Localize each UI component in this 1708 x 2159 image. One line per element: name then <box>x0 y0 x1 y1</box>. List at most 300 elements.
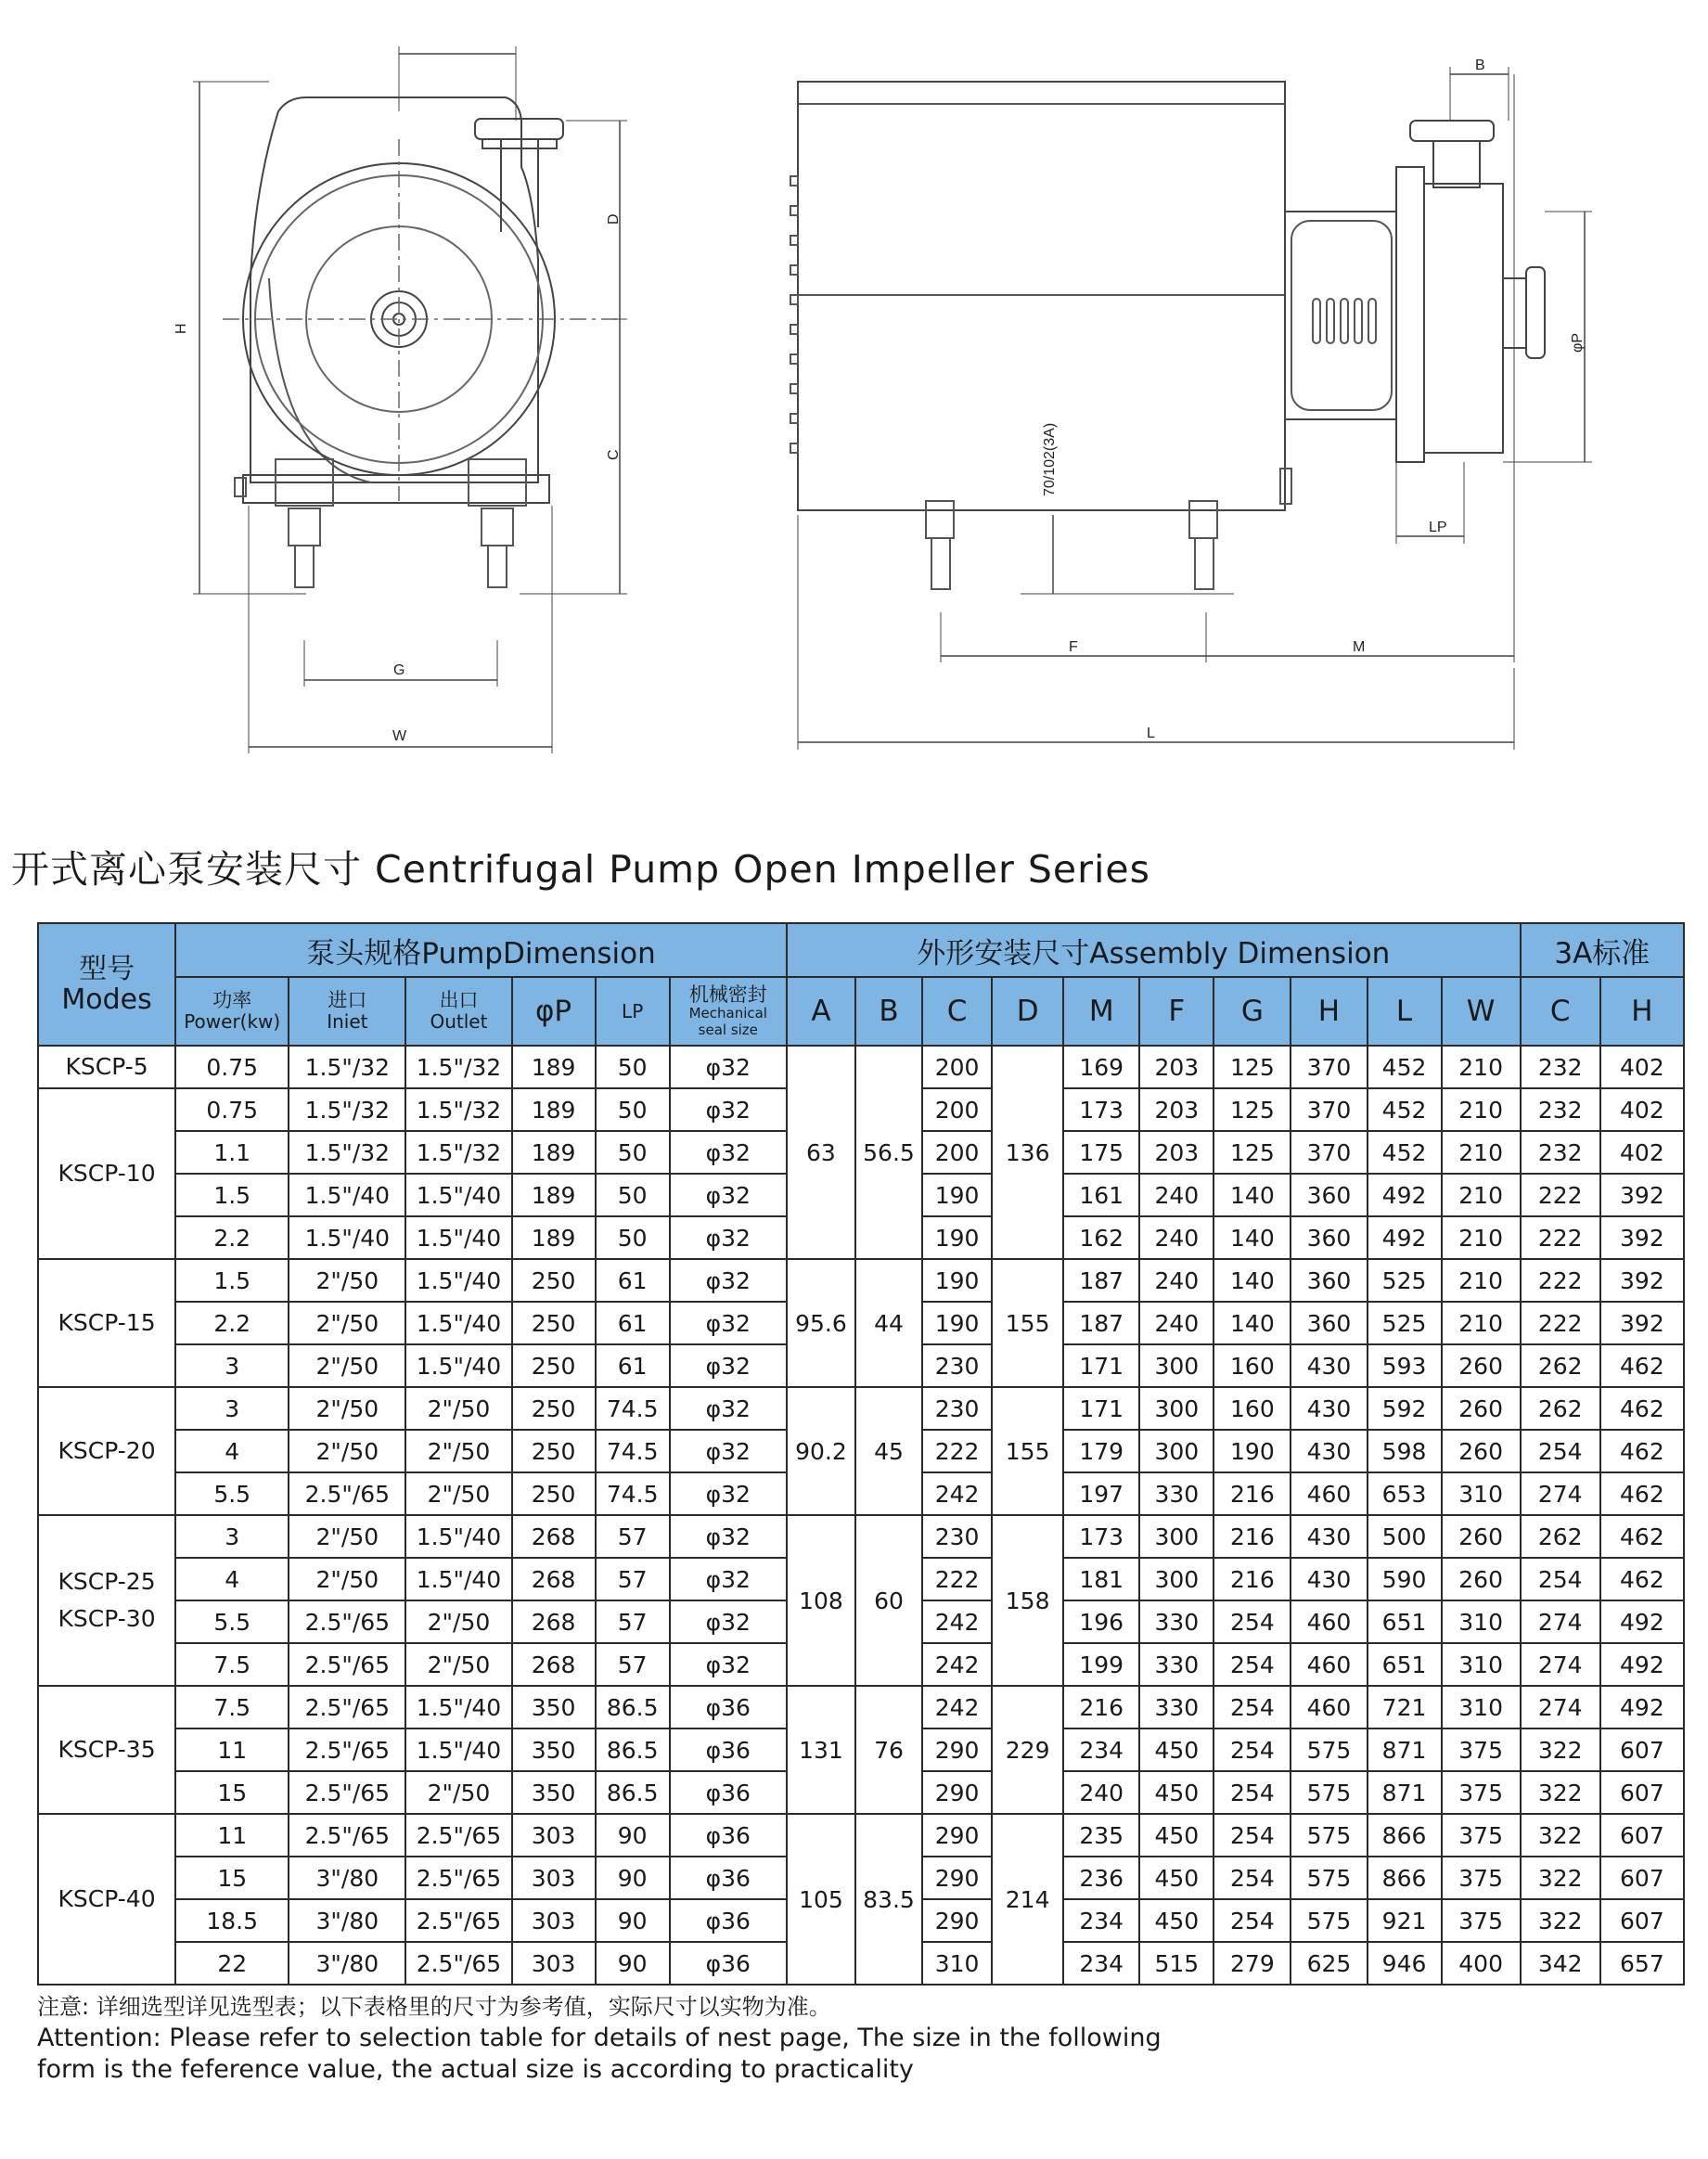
h-cell: 575 <box>1291 1814 1367 1857</box>
l-cell: 452 <box>1368 1046 1442 1088</box>
c3a-cell: 262 <box>1521 1515 1600 1558</box>
f-cell: 203 <box>1139 1088 1214 1131</box>
w-cell: 210 <box>1442 1259 1521 1302</box>
seal-cell: φ32 <box>670 1344 787 1387</box>
seal-cell: φ32 <box>670 1302 787 1344</box>
l-cell: 866 <box>1368 1857 1442 1899</box>
h3a-cell: 492 <box>1600 1686 1684 1728</box>
seal-cell: φ32 <box>670 1216 787 1259</box>
c-cell: 230 <box>922 1344 992 1387</box>
f-cell: 450 <box>1139 1728 1214 1771</box>
g-cell: 140 <box>1214 1302 1291 1344</box>
phip-cell: 268 <box>512 1643 596 1686</box>
inlet-cell: 2"/50 <box>289 1302 405 1344</box>
a-cell: 108 <box>787 1515 855 1686</box>
a-cell: 90.2 <box>787 1387 855 1515</box>
c3a-cell: 232 <box>1521 1046 1600 1088</box>
b-cell: 60 <box>855 1515 922 1686</box>
col-header-3a-h: H <box>1600 977 1684 1046</box>
g-cell: 140 <box>1214 1174 1291 1216</box>
lp-cell: 57 <box>596 1643 670 1686</box>
model-name: KSCP-35 <box>58 1736 156 1763</box>
table-body <box>38 1046 1684 1985</box>
m-cell: 236 <box>1063 1857 1139 1899</box>
w-cell: 375 <box>1442 1899 1521 1942</box>
lp-cell: 61 <box>596 1259 670 1302</box>
f-cell: 450 <box>1139 1771 1214 1814</box>
technical-drawings <box>0 0 1708 798</box>
c-cell: 242 <box>922 1643 992 1686</box>
col-header-a: A <box>787 977 855 1046</box>
phip-header: φP <box>512 977 596 1046</box>
inlet-cell: 1.5"/32 <box>289 1088 405 1131</box>
inlet-cell: 2"/50 <box>289 1387 405 1430</box>
inlet-header-en: Iniet <box>327 1010 368 1034</box>
inlet-cell: 2.5"/65 <box>289 1728 405 1771</box>
power-cell: 4 <box>175 1558 289 1600</box>
b-cell: 45 <box>855 1387 922 1515</box>
f-cell: 450 <box>1139 1899 1214 1942</box>
f-cell: 515 <box>1139 1942 1214 1985</box>
c-cell: 230 <box>922 1387 992 1430</box>
dim-label-w: W <box>392 728 407 744</box>
lp-cell: 90 <box>596 1814 670 1857</box>
w-cell: 400 <box>1442 1942 1521 1985</box>
note-en-line1: Attention: Please refer to selection table for details of nest page, The size in the following <box>37 2024 1162 2052</box>
l-cell: 593 <box>1368 1344 1442 1387</box>
lp-cell: 50 <box>596 1174 670 1216</box>
m-cell: 187 <box>1063 1259 1139 1302</box>
f-cell: 240 <box>1139 1216 1214 1259</box>
l-cell: 452 <box>1368 1088 1442 1131</box>
dim-label-g: G <box>393 662 405 678</box>
c3a-cell: 232 <box>1521 1088 1600 1131</box>
c-cell: 200 <box>922 1046 992 1088</box>
outlet-cell: 1.5"/40 <box>405 1216 511 1259</box>
phip-cell: 303 <box>512 1942 596 1985</box>
seal-cell: φ32 <box>670 1131 787 1174</box>
outlet-cell: 1.5"/40 <box>405 1174 511 1216</box>
seal-cell: φ32 <box>670 1600 787 1643</box>
w-cell: 310 <box>1442 1643 1521 1686</box>
seal-cell: φ32 <box>670 1088 787 1131</box>
f-cell: 330 <box>1139 1686 1214 1728</box>
g-cell: 125 <box>1214 1046 1291 1088</box>
g-cell: 190 <box>1214 1430 1291 1472</box>
c3a-cell: 254 <box>1521 1430 1600 1472</box>
d-cell: 136 <box>992 1046 1063 1259</box>
a-cell: 95.6 <box>787 1259 855 1387</box>
outlet-cell: 2.5"/65 <box>405 1857 511 1899</box>
c3a-cell: 222 <box>1521 1259 1600 1302</box>
h3a-cell: 462 <box>1600 1344 1684 1387</box>
h3a-cell: 607 <box>1600 1771 1684 1814</box>
model-cell <box>38 1387 175 1515</box>
h-cell: 430 <box>1291 1558 1367 1600</box>
w-cell: 210 <box>1442 1088 1521 1131</box>
d-cell: 155 <box>992 1387 1063 1515</box>
h-cell: 430 <box>1291 1430 1367 1472</box>
dim-label-phip: φP <box>1570 332 1586 353</box>
outlet-cell: 2"/50 <box>405 1600 511 1643</box>
h-cell: 460 <box>1291 1600 1367 1643</box>
outlet-header-en: Outlet <box>430 1010 488 1034</box>
notes <box>37 1991 1162 2086</box>
l-cell: 500 <box>1368 1515 1442 1558</box>
g-cell: 254 <box>1214 1899 1291 1942</box>
inlet-cell: 2.5"/65 <box>289 1600 405 1643</box>
col-header-w: W <box>1442 977 1521 1046</box>
c3a-cell: 222 <box>1521 1174 1600 1216</box>
phip-cell: 189 <box>512 1216 596 1259</box>
c-cell: 290 <box>922 1899 992 1942</box>
m-cell: 234 <box>1063 1942 1139 1985</box>
lp-cell: 57 <box>596 1558 670 1600</box>
power-cell: 15 <box>175 1771 289 1814</box>
h3a-cell: 462 <box>1600 1387 1684 1430</box>
lp-cell: 86.5 <box>596 1686 670 1728</box>
l-cell: 721 <box>1368 1686 1442 1728</box>
h3a-cell: 462 <box>1600 1558 1684 1600</box>
model-name: KSCP-20 <box>58 1437 156 1464</box>
m-cell: 181 <box>1063 1558 1139 1600</box>
h-cell: 575 <box>1291 1728 1367 1771</box>
m-cell: 161 <box>1063 1174 1139 1216</box>
g-cell: 140 <box>1214 1216 1291 1259</box>
w-cell: 210 <box>1442 1131 1521 1174</box>
c-cell: 230 <box>922 1515 992 1558</box>
g-cell: 216 <box>1214 1472 1291 1515</box>
lp-header: LP <box>596 977 670 1046</box>
c3a-cell: 342 <box>1521 1942 1600 1985</box>
assembly-dimension-header: 外形安装尺寸Assembly Dimension <box>787 923 1521 977</box>
inlet-cell: 2"/50 <box>289 1515 405 1558</box>
c3a-cell: 262 <box>1521 1344 1600 1387</box>
h3a-cell: 607 <box>1600 1814 1684 1857</box>
h-cell: 460 <box>1291 1643 1367 1686</box>
model-cell <box>38 1686 175 1814</box>
l-cell: 921 <box>1368 1899 1442 1942</box>
c-cell: 242 <box>922 1600 992 1643</box>
h3a-cell: 462 <box>1600 1515 1684 1558</box>
w-cell: 260 <box>1442 1515 1521 1558</box>
table-row <box>38 1814 1684 1857</box>
m-cell: 197 <box>1063 1472 1139 1515</box>
inlet-cell: 2.5"/65 <box>289 1643 405 1686</box>
c3a-cell: 262 <box>1521 1387 1600 1430</box>
w-cell: 310 <box>1442 1686 1521 1728</box>
model-cell <box>38 1046 175 1088</box>
c-cell: 200 <box>922 1088 992 1131</box>
f-cell: 240 <box>1139 1302 1214 1344</box>
h-cell: 625 <box>1291 1942 1367 1985</box>
h3a-cell: 402 <box>1600 1131 1684 1174</box>
outlet-cell: 1.5"/40 <box>405 1515 511 1558</box>
b-cell: 76 <box>855 1686 922 1814</box>
f-cell: 450 <box>1139 1814 1214 1857</box>
w-cell: 375 <box>1442 1771 1521 1814</box>
seal-header <box>670 977 787 1046</box>
h3a-cell: 402 <box>1600 1046 1684 1088</box>
c3a-cell: 222 <box>1521 1216 1600 1259</box>
seal-cell: φ36 <box>670 1814 787 1857</box>
model-name: KSCP-25 <box>58 1568 156 1595</box>
g-cell: 216 <box>1214 1558 1291 1600</box>
d-cell: 229 <box>992 1686 1063 1814</box>
outlet-cell: 1.5"/32 <box>405 1088 511 1131</box>
outlet-cell: 1.5"/40 <box>405 1302 511 1344</box>
inlet-cell: 2"/50 <box>289 1558 405 1600</box>
c-cell: 190 <box>922 1174 992 1216</box>
phip-cell: 303 <box>512 1899 596 1942</box>
h3a-cell: 657 <box>1600 1942 1684 1985</box>
col-header-m: M <box>1063 977 1139 1046</box>
col-header-d: D <box>992 977 1063 1046</box>
seal-cell: φ36 <box>670 1857 787 1899</box>
c3a-cell: 274 <box>1521 1686 1600 1728</box>
seal-cell: φ36 <box>670 1899 787 1942</box>
lp-cell: 90 <box>596 1857 670 1899</box>
m-cell: 175 <box>1063 1131 1139 1174</box>
l-cell: 653 <box>1368 1472 1442 1515</box>
dim-label-base-height: 70/102(3A) <box>1042 422 1058 496</box>
m-cell: 171 <box>1063 1344 1139 1387</box>
m-cell: 240 <box>1063 1771 1139 1814</box>
c-cell: 290 <box>922 1814 992 1857</box>
g-cell: 254 <box>1214 1771 1291 1814</box>
c3a-cell: 322 <box>1521 1857 1600 1899</box>
power-header <box>175 977 289 1046</box>
f-cell: 330 <box>1139 1600 1214 1643</box>
outlet-cell: 2.5"/65 <box>405 1814 511 1857</box>
h3a-cell: 392 <box>1600 1302 1684 1344</box>
c-cell: 242 <box>922 1686 992 1728</box>
w-cell: 310 <box>1442 1600 1521 1643</box>
m-cell: 234 <box>1063 1899 1139 1942</box>
h-cell: 370 <box>1291 1046 1367 1088</box>
power-cell: 1.5 <box>175 1174 289 1216</box>
c-cell: 242 <box>922 1472 992 1515</box>
table-row <box>38 1515 1684 1558</box>
l-cell: 866 <box>1368 1814 1442 1857</box>
lp-cell: 86.5 <box>596 1728 670 1771</box>
outlet-cell: 2"/50 <box>405 1430 511 1472</box>
inlet-cell: 2.5"/65 <box>289 1472 405 1515</box>
model-name: KSCP-5 <box>65 1053 148 1080</box>
power-cell: 3 <box>175 1515 289 1558</box>
outlet-header <box>405 977 511 1046</box>
l-cell: 452 <box>1368 1131 1442 1174</box>
phip-cell: 250 <box>512 1344 596 1387</box>
w-cell: 260 <box>1442 1430 1521 1472</box>
a-cell: 131 <box>787 1686 855 1814</box>
model-cell <box>38 1259 175 1387</box>
c-cell: 290 <box>922 1771 992 1814</box>
col-header-f: F <box>1139 977 1214 1046</box>
power-cell: 11 <box>175 1814 289 1857</box>
seal-header-en1: Mechanical <box>688 1005 767 1022</box>
w-cell: 260 <box>1442 1387 1521 1430</box>
seal-cell: φ32 <box>670 1643 787 1686</box>
phip-cell: 250 <box>512 1430 596 1472</box>
c3a-cell: 232 <box>1521 1131 1600 1174</box>
power-header-en: Power(kw) <box>184 1010 281 1034</box>
power-cell: 0.75 <box>175 1088 289 1131</box>
power-header-zh: 功率 <box>212 988 252 1011</box>
outlet-cell: 2.5"/65 <box>405 1942 511 1985</box>
inlet-header <box>289 977 405 1046</box>
col-header-b: B <box>855 977 922 1046</box>
inlet-cell: 2"/50 <box>289 1259 405 1302</box>
h-cell: 575 <box>1291 1771 1367 1814</box>
outlet-cell: 2"/50 <box>405 1771 511 1814</box>
model-name: KSCP-40 <box>58 1885 156 1912</box>
outlet-header-zh: 出口 <box>439 988 479 1011</box>
lp-cell: 50 <box>596 1216 670 1259</box>
m-cell: 199 <box>1063 1643 1139 1686</box>
lp-cell: 57 <box>596 1515 670 1558</box>
h3a-cell: 607 <box>1600 1899 1684 1942</box>
inlet-cell: 2.5"/65 <box>289 1814 405 1857</box>
power-cell: 5.5 <box>175 1472 289 1515</box>
g-cell: 125 <box>1214 1088 1291 1131</box>
power-cell: 4 <box>175 1430 289 1472</box>
col-header-l: L <box>1368 977 1442 1046</box>
model-header-zh: 型号 <box>79 953 135 985</box>
h-cell: 370 <box>1291 1088 1367 1131</box>
lp-cell: 50 <box>596 1046 670 1088</box>
d-cell: 214 <box>992 1814 1063 1985</box>
outlet-cell: 2"/50 <box>405 1643 511 1686</box>
power-cell: 1.5 <box>175 1259 289 1302</box>
page-title: 开式离心泵安装尺寸 Centrifugal Pump Open Impeller Series <box>11 847 1150 892</box>
power-cell: 1.1 <box>175 1131 289 1174</box>
h3a-cell: 492 <box>1600 1600 1684 1643</box>
g-cell: 254 <box>1214 1600 1291 1643</box>
power-cell: 2.2 <box>175 1216 289 1259</box>
outlet-cell: 2.5"/65 <box>405 1899 511 1942</box>
f-cell: 240 <box>1139 1259 1214 1302</box>
inlet-cell: 3"/80 <box>289 1899 405 1942</box>
lp-cell: 74.5 <box>596 1430 670 1472</box>
phip-cell: 189 <box>512 1174 596 1216</box>
seal-header-en2: seal size <box>698 1021 758 1038</box>
c-cell: 290 <box>922 1728 992 1771</box>
phip-cell: 268 <box>512 1558 596 1600</box>
col-header-3a-c: C <box>1521 977 1600 1046</box>
power-cell: 22 <box>175 1942 289 1985</box>
seal-cell: φ32 <box>670 1558 787 1600</box>
inlet-cell: 1.5"/32 <box>289 1046 405 1088</box>
f-cell: 300 <box>1139 1430 1214 1472</box>
inlet-cell: 1.5"/32 <box>289 1131 405 1174</box>
lp-cell: 90 <box>596 1942 670 1985</box>
dim-label-h: H <box>173 323 189 334</box>
outlet-cell: 1.5"/32 <box>405 1046 511 1088</box>
f-cell: 240 <box>1139 1174 1214 1216</box>
phip-cell: 350 <box>512 1728 596 1771</box>
model-cell <box>38 1814 175 1985</box>
g-cell: 254 <box>1214 1728 1291 1771</box>
c3a-cell: 254 <box>1521 1558 1600 1600</box>
h-cell: 370 <box>1291 1131 1367 1174</box>
c-cell: 200 <box>922 1131 992 1174</box>
h3a-cell: 392 <box>1600 1174 1684 1216</box>
front-view-drawing <box>173 46 627 753</box>
power-cell: 7.5 <box>175 1643 289 1686</box>
w-cell: 260 <box>1442 1558 1521 1600</box>
outlet-cell: 1.5"/40 <box>405 1344 511 1387</box>
table-row <box>38 1387 1684 1430</box>
g-cell: 254 <box>1214 1814 1291 1857</box>
l-cell: 525 <box>1368 1259 1442 1302</box>
dim-label-c: C <box>606 449 622 460</box>
f-cell: 450 <box>1139 1857 1214 1899</box>
f-cell: 330 <box>1139 1643 1214 1686</box>
c-cell: 190 <box>922 1216 992 1259</box>
h3a-cell: 607 <box>1600 1857 1684 1899</box>
col-header-g: G <box>1214 977 1291 1046</box>
l-cell: 871 <box>1368 1728 1442 1771</box>
m-cell: 179 <box>1063 1430 1139 1472</box>
h-cell: 430 <box>1291 1515 1367 1558</box>
l-cell: 946 <box>1368 1942 1442 1985</box>
lp-cell: 90 <box>596 1899 670 1942</box>
power-cell: 2.2 <box>175 1302 289 1344</box>
phip-cell: 303 <box>512 1857 596 1899</box>
lp-cell: 74.5 <box>596 1387 670 1430</box>
seal-cell: φ32 <box>670 1174 787 1216</box>
w-cell: 310 <box>1442 1472 1521 1515</box>
outlet-cell: 1.5"/40 <box>405 1728 511 1771</box>
lp-cell: 74.5 <box>596 1472 670 1515</box>
lp-cell: 86.5 <box>596 1771 670 1814</box>
g-cell: 140 <box>1214 1259 1291 1302</box>
table-row <box>38 1686 1684 1728</box>
h-cell: 360 <box>1291 1174 1367 1216</box>
model-name: KSCP-15 <box>58 1309 156 1336</box>
inlet-cell: 2.5"/65 <box>289 1686 405 1728</box>
d-cell: 155 <box>992 1259 1063 1387</box>
c3a-cell: 322 <box>1521 1771 1600 1814</box>
outlet-cell: 1.5"/32 <box>405 1131 511 1174</box>
c3a-cell: 274 <box>1521 1600 1600 1643</box>
l-cell: 592 <box>1368 1387 1442 1430</box>
inlet-cell: 1.5"/40 <box>289 1174 405 1216</box>
power-cell: 7.5 <box>175 1686 289 1728</box>
inlet-cell: 2"/50 <box>289 1344 405 1387</box>
lp-cell: 50 <box>596 1131 670 1174</box>
m-cell: 187 <box>1063 1302 1139 1344</box>
power-cell: 15 <box>175 1857 289 1899</box>
l-cell: 590 <box>1368 1558 1442 1600</box>
phip-cell: 250 <box>512 1302 596 1344</box>
f-cell: 300 <box>1139 1515 1214 1558</box>
h-cell: 360 <box>1291 1216 1367 1259</box>
seal-cell: φ32 <box>670 1430 787 1472</box>
c3a-cell: 322 <box>1521 1899 1600 1942</box>
model-cell <box>38 1088 175 1259</box>
outlet-cell: 1.5"/40 <box>405 1259 511 1302</box>
inlet-header-zh: 进口 <box>327 988 367 1011</box>
c-cell: 190 <box>922 1302 992 1344</box>
m-cell: 216 <box>1063 1686 1139 1728</box>
c3a-cell: 322 <box>1521 1814 1600 1857</box>
g-cell: 254 <box>1214 1857 1291 1899</box>
inlet-cell: 3"/80 <box>289 1857 405 1899</box>
m-cell: 235 <box>1063 1814 1139 1857</box>
l-cell: 525 <box>1368 1302 1442 1344</box>
